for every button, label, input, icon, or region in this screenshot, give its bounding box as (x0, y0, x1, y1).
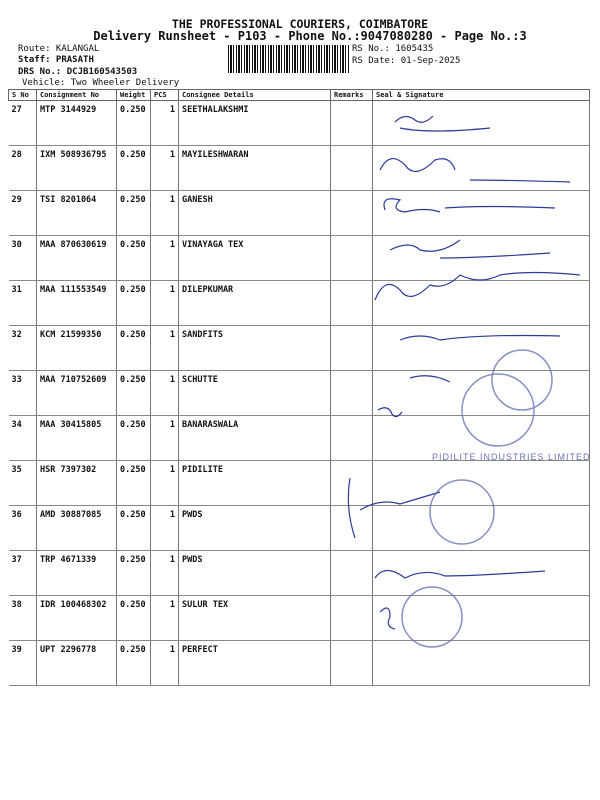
cell-consignee: BANARASWALA (179, 416, 331, 461)
cell-remarks (331, 596, 373, 641)
cell-remarks (331, 461, 373, 506)
pidilite-stamp-text: PIDILITE INDUSTRIES LIMITED (432, 452, 591, 462)
cell-weight: 0.250 (117, 506, 151, 551)
column-header: PCS (151, 90, 179, 101)
table-row (9, 551, 590, 596)
cell-consignee: PIDILITE (179, 461, 331, 506)
cell-sno: 27 (9, 101, 37, 146)
cell-pcs: 1 (151, 596, 179, 641)
cell-consignee: PERFECT (179, 641, 331, 686)
cell-weight: 0.250 (117, 416, 151, 461)
column-header: Seal & Signature (373, 90, 590, 101)
cell-cn: AMD 30887085 (37, 506, 117, 551)
runsheet-table (8, 89, 590, 686)
cell-pcs: 1 (151, 326, 179, 371)
cell-weight: 0.250 (117, 596, 151, 641)
cell-sno: 39 (9, 641, 37, 686)
cell-sno: 36 (9, 506, 37, 551)
cell-weight: 0.250 (117, 461, 151, 506)
cell-signature (373, 506, 590, 551)
cell-consignee: MAYILESHWARAN (179, 146, 331, 191)
cell-pcs: 1 (151, 101, 179, 146)
vehicle: Vehicle: Two Wheeler Delivery (22, 78, 180, 88)
cell-cn: MAA 870630619 (37, 236, 117, 281)
cell-remarks (331, 146, 373, 191)
cell-consignee: SCHUTTE (179, 371, 331, 416)
cell-cn: MAA 710752609 (37, 371, 117, 416)
cell-cn: UPT 2296778 (37, 641, 117, 686)
table-row (9, 326, 590, 371)
cell-weight: 0.250 (117, 281, 151, 326)
cell-pcs: 1 (151, 641, 179, 686)
column-header: S No (9, 90, 37, 101)
cell-sno: 28 (9, 146, 37, 191)
cell-consignee: SULUR TEX (179, 596, 331, 641)
cell-pcs: 1 (151, 551, 179, 596)
cell-remarks (331, 281, 373, 326)
table-row (9, 596, 590, 641)
cell-consignee: DILEPKUMAR (179, 281, 331, 326)
cell-consignee: PWDS (179, 506, 331, 551)
rs-date: RS Date: 01-Sep-2025 (352, 56, 461, 66)
cell-weight: 0.250 (117, 236, 151, 281)
cell-sno: 29 (9, 191, 37, 236)
staff: Staff: PRASATH (18, 55, 94, 65)
cell-weight: 0.250 (117, 641, 151, 686)
table-row (9, 506, 590, 551)
cell-sno: 32 (9, 326, 37, 371)
cell-remarks (331, 236, 373, 281)
cell-remarks (331, 191, 373, 236)
cell-signature (373, 236, 590, 281)
cell-signature (373, 596, 590, 641)
cell-cn: TRP 4671339 (37, 551, 117, 596)
cell-consignee: SANDFITS (179, 326, 331, 371)
cell-cn: IDR 100468302 (37, 596, 117, 641)
cell-weight: 0.250 (117, 371, 151, 416)
cell-remarks (331, 371, 373, 416)
runsheet-title: Delivery Runsheet - P103 - Phone No.:9047080280 - Page No.:3 (93, 29, 527, 43)
cell-remarks (331, 101, 373, 146)
cell-weight: 0.250 (117, 326, 151, 371)
cell-pcs: 1 (151, 236, 179, 281)
cell-sno: 33 (9, 371, 37, 416)
cell-pcs: 1 (151, 416, 179, 461)
cell-cn: IXM 508936795 (37, 146, 117, 191)
barcode (228, 45, 350, 73)
cell-signature (373, 641, 590, 686)
cell-sno: 30 (9, 236, 37, 281)
cell-consignee: PWDS (179, 551, 331, 596)
cell-cn: MTP 3144929 (37, 101, 117, 146)
cell-cn: TSI 8201064 (37, 191, 117, 236)
table-row (9, 641, 590, 686)
cell-pcs: 1 (151, 191, 179, 236)
column-header: Weight (117, 90, 151, 101)
cell-sno: 38 (9, 596, 37, 641)
cell-weight: 0.250 (117, 146, 151, 191)
column-header: Consignment No (37, 90, 117, 101)
cell-remarks (331, 551, 373, 596)
cell-remarks (331, 416, 373, 461)
cell-signature (373, 326, 590, 371)
cell-signature (373, 551, 590, 596)
cell-signature (373, 371, 590, 416)
column-header: Consignee Details (179, 90, 331, 101)
cell-signature (373, 146, 590, 191)
table-row (9, 146, 590, 191)
cell-sno: 31 (9, 281, 37, 326)
cell-remarks (331, 641, 373, 686)
table-row (9, 371, 590, 416)
cell-pcs: 1 (151, 281, 179, 326)
table-row (9, 461, 590, 506)
cell-weight: 0.250 (117, 191, 151, 236)
table-row (9, 191, 590, 236)
table-row (9, 236, 590, 281)
company-name: THE PROFESSIONAL COURIERS, COIMBATORE (171, 17, 429, 31)
cell-cn: MAA 30415805 (37, 416, 117, 461)
column-header: Remarks (331, 90, 373, 101)
cell-consignee: VINAYAGA TEX (179, 236, 331, 281)
cell-sno: 34 (9, 416, 37, 461)
cell-signature (373, 461, 590, 506)
cell-sno: 35 (9, 461, 37, 506)
cell-consignee: SEETHALAKSHMI (179, 101, 331, 146)
cell-pcs: 1 (151, 506, 179, 551)
cell-pcs: 1 (151, 146, 179, 191)
table-row (9, 101, 590, 146)
cell-weight: 0.250 (117, 551, 151, 596)
route: Route: KALANGAL (18, 44, 100, 54)
cell-signature (373, 101, 590, 146)
cell-consignee: GANESH (179, 191, 331, 236)
cell-cn: MAA 111553549 (37, 281, 117, 326)
cell-remarks (331, 326, 373, 371)
table-row (9, 281, 590, 326)
cell-cn: HSR 7397302 (37, 461, 117, 506)
cell-weight: 0.250 (117, 101, 151, 146)
cell-cn: KCM 21599350 (37, 326, 117, 371)
cell-pcs: 1 (151, 371, 179, 416)
cell-signature (373, 281, 590, 326)
drs-number: DRS No.: DCJB160543503 (18, 67, 138, 77)
cell-signature (373, 191, 590, 236)
cell-pcs: 1 (151, 461, 179, 506)
cell-sno: 37 (9, 551, 37, 596)
cell-remarks (331, 506, 373, 551)
rs-number: RS No.: 1605435 (352, 44, 434, 54)
